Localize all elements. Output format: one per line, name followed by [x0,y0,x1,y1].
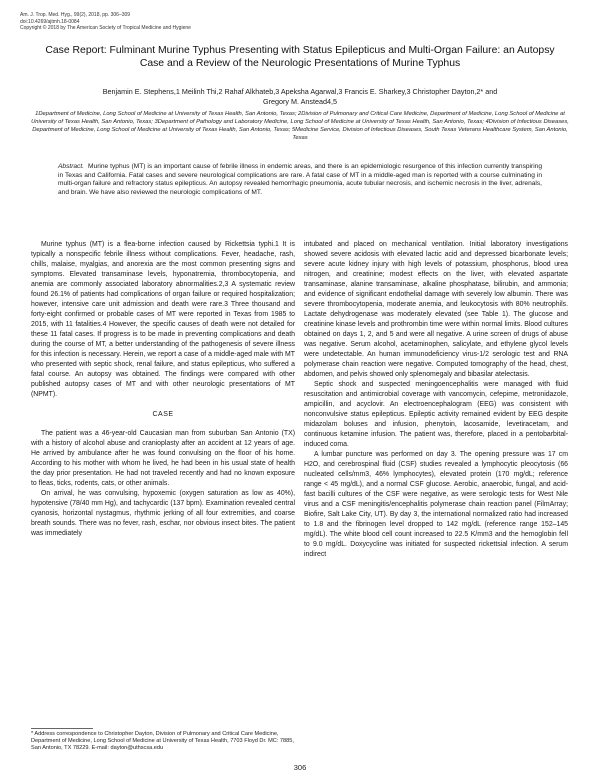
abstract [58,163,542,197]
case-paragraph-3: intubated and placed on mechanical ventilation. Initial laboratory investigations showed severe acidosis with elevated lactic acid and depressed bicarbonate levels; severe acute kidney injury with high levels of potassium, phosphorus, blood urea nitrogen, and creatinine; modest effects on the liver, with elevated aspartate transaminase, alanine transaminase, alkaline phosphatase, bilirubin, and ammonia; and evidence of significant endothelial damage with severely low albumin. There was severe thrombocytopenia, moderate anemia, and leukocytosis with 80% neutrophils. Lactate dehydrogenase was moderately elevated (see Table 1). The glucose and creatinine kinase levels and prothrombin time were within normal limits. Blood cultures obtained on days 1, 2, and 5 and were all negative. A urine screen of drugs of abuse was negative. Serum alcohol, acetaminophen, salicylate, and ethylene glycol levels were undetectable. An human immunodeficiency virus-1/2 serologic test and RNA polymerase chain reaction were negative. Computed tomography of the head, chest, abdomen, and pelvis showed only splenomegaly and bibasilar atelectasis. [304,241,568,378]
intro-paragraph: Murine typhus (MT) is a flea-borne infection caused by Rickettsia typhi.1 It is typically a nonspecific febrile illness without complications. Fever, headache, rash, chills, malaise, myalgias, and anorexia are the most common presenting signs and symptoms. Elevated transaminase levels, hyponatremia, thrombocytopenia, and anemia are commonly associated laboratory abnormalities.2,3 A systematic review found 26.1% of patients had complications of organ failure or required hospitalization; however, intensive care unit admission and death were rare.3 Three thousand and forty-eight confirmed or probable cases of MT were reported in Texas from 1985 to 2015, with 11 fatalities.4 However, the specific causes of death were not detailed for these 11 fatal cases. If progress is to be made in preventing complications and death during the course of MT, a better understanding of the pathogenesis of severe illness for this infection is necessary. Herein, we report a case of a middle-aged male with MT who presented with septic shock, renal failure, and status epilepticus, who suffered a fatal course. An autopsy was obtained. The findings were compared with other published autopsy cases of MT and with other neurologic presentations of MT (NPMT). [31,241,295,398]
section-heading-case: CASE [152,411,174,418]
copyright-line: Copyright © 2018 by The American Society of Tropical Medicine and Hygiene [20,25,191,31]
article-title: Case Report: Fulminant Murine Typhus Presenting with Status Epilepticus and Multi-Organ Failure: an Autopsy Case and a Review of the Neurologic Presentations of Murine Typhus [45,45,555,69]
left-column [31,240,295,539]
case-paragraph-2: On arrival, he was convulsing, hypoxemic (oxygen saturation as low as 40%), hypotensive (78/40 mm Hg), and tachycardic (137 bpm). Examination revealed central cyanosis, horizontal nystagmus, rhythmic jerking of all four extremities, and coarse breath sounds. There was no fever, rash, eschar, nor obvious insect bites. The patient was immediately [31,490,295,537]
abstract-label: Abstract. [58,163,85,170]
citation-line: Am. J. Trop. Med. Hyg., 99(2), 2018, pp. 306–309 [20,12,131,18]
abstract-text: Murine typhus (MT) is an important cause of febrile illness in endemic areas, and there is an epidemiologic resurgence of this infection currently transpiring in Texas and California. Fatal cases and severe neurological complications are rare. A fatal case of MT in a middle-aged man is reported with a course culminating in multi-organ failure and refractory status epilepticus. An autopsy revealed hemorrhagic pneumonia, acute tubular necrosis, and ischemic necrosis in the liver, adrenals, and brain. We have also reviewed the neurologic complications of MT. [58,163,542,196]
doi-line: doi:10.4269/ajtmh.18-0084 [20,18,80,25]
footnote-divider [31,728,93,729]
case-paragraph-5: A lumbar puncture was performed on day 3. The opening pressure was 17 cm H2O, and cerebrospinal fluid (CSF) studies revealed a lymphocytic pleocytosis (66 nucleated cells/mm3, 46% lymphocytes), elevated protein (170 mg/dL; reference range < 45 mg/dL), and a normal CSF glucose. Aerobic, anaerobic, fungal, and acid-fast bacilli cultures of the CSF were negative, as were serologic tests for West Nile virus and a CSF meningitis/encephalitis polymerase chain reaction panel (FilmArray; Biofire, Salt Lake City, UT). By day 3, the international normalized ratio had increased to 1.8 and the fibrinogen level dropped to 142 mg/dL (reference range 152–145 mg/dL). The white blood cell count increased to 22.5 K/mm3 and the hemoglobin fell to 9.0 mg/dL. Doxycycline was initiated for suspected rickettsial infection. A serum indirect [304,451,568,558]
affiliations: 1Department of Medicine, Long School of Medicine at University of Texas Health, San Antonio, Texas; 2Division of Pulmonary and Critical Care Medicine, Department of Medicine, Long School of Medicine at University of Texas Health, San Antonio, Texas; 3Department of Pathology and Laboratory Medicine, Long School of Medicine at University of Texas Health, San Antonio, Texas; 4Division of Infectious Diseases, Department of Medicine, Long School of Medicine at University of Texas Health, San Antonio, Texas; 5Medicine Service, Division of Infectious Diseases, South Texas Veterans Healthcare System, San Antonio, Texas [31,111,569,141]
author-line-2: Gregory M. Anstead4,5 [263,97,337,106]
author-line-1: Benjamin E. Stephens,1 Meilinh Thi,2 Rahaf Alkhateb,3 Apeksha Agarwal,3 Francis E. Sharkey,3 Christopher Dayton,2* and [102,87,498,96]
case-paragraph-4: Septic shock and suspected meningoencephalitis were managed with fluid resuscitation and antimicrobial coverage with vancomycin, cefepime, metronidazole, ampicillin, and acyclovir. An electroencephalogram (EEG) was consistent with nonconvulsive status epilepticus. Epileptic activity remained evident by EEG despite midazolam boluses and infusion, phenytoin, lacosamide, levetiracetam, and continuous ketamine infusion. The patient was, therefore, placed in a pentobarbital-induced coma. [304,381,568,448]
case-paragraph-1: The patient was a 46-year-old Caucasian man from suburban San Antonio (TX) with a history of alcohol abuse and cranioplasty after an accident at 12 years of age. He arrived by ambulance after he was found convulsing on the floor of his home. According to his mother with whom he lived, he had been in his usual state of health the day prior presentation. He had not traveled recently and had no known exposure to fleas, ticks, rodents, cats, or other animals. [31,430,295,487]
journal-header [20,12,580,32]
author-list [40,87,560,107]
page-number: 306 [293,763,307,772]
correspondence-footnote: * Address correspondence to Christopher Dayton, Division of Pulmonary and Critical Care Medicine, Department of Medicine, Long School of Medicine at University of Texas Health, 7703 Floyd Dr. MC: 7885, San Antonio, TX 78229. E-mail: dayton@uthscsa.edu [31,731,294,752]
right-column [304,240,568,560]
